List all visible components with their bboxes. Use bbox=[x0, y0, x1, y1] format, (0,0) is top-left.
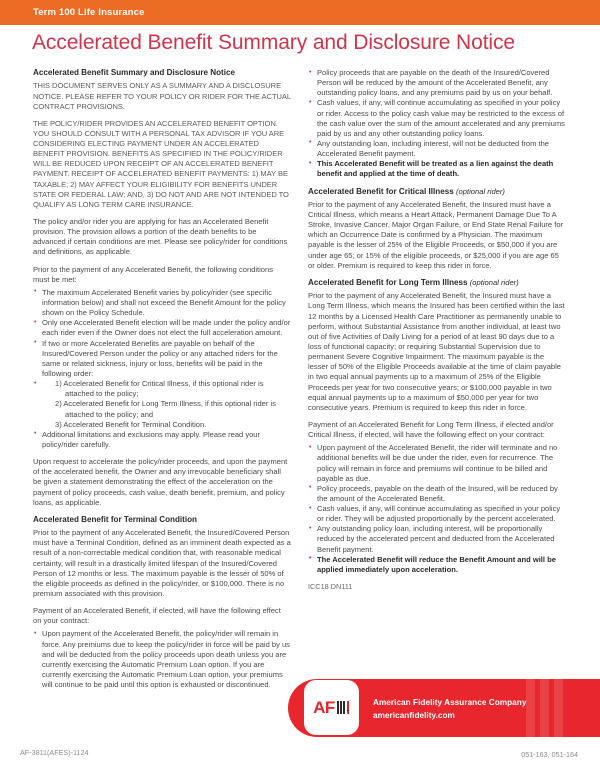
list-item: • Policy proceeds that are payable on the death of the Insured/Covered Person will be reduced by the amount of the Accelerated Benefit, any outstanding policy loans, and any premiums paid by us on your behalf. bbox=[308, 68, 566, 98]
section-heading-terminal-condition: Accelerated Benefit for Terminal Condition bbox=[33, 514, 197, 524]
rider-effect-intro-paragraph: Payment of an Accelerated Benefit for Long Term Illness, if elected and/or Critical Illness, if elected, will have the following effect on your contract: bbox=[308, 419, 554, 440]
left-column bbox=[33, 68, 291, 697]
disclosure-paragraph-1: THIS DOCUMENT SERVES ONLY AS A SUMMARY AND A DISCLOSURE NOTICE. PLEASE REFER TO YOUR POLICY OR RIDER FOR THE ACTUAL CONTRACT PROVISIONS. bbox=[33, 81, 291, 111]
list-item: • Any outstanding policy loan, including interest, will be proportionally reduced by the accelerated percent and deducted from the Accelerated Benefit payment. bbox=[308, 524, 566, 554]
logo-bars-icon bbox=[337, 699, 350, 717]
document-codes: 051-163, 051-164 bbox=[521, 750, 578, 759]
order-sublist-wrapper bbox=[33, 379, 291, 430]
list-item: • Cash values, if any, will continue accumulating as specified in your policy or rider. They will be adjusted proportionally by the percent accelerated. bbox=[308, 504, 566, 524]
list-item: • 1) Accelerated Benefit for Critical Illness, if this optional rider is attached to the policy; bbox=[55, 379, 264, 399]
list-item: • Any outstanding loan, including interest, will not be deducted from the Accelerated Benefit payment. bbox=[308, 139, 566, 159]
list-item: • Upon payment of the Accelerated Benefit, the rider will terminate and no additional benefits will be due under the rider, even for recurrence. The policy will remain in force and premiums will continue to be billed and payable as due. bbox=[308, 443, 566, 484]
form-number: AF-3811(AFES)-1124 bbox=[20, 748, 89, 757]
terminal-effect-intro-paragraph: Payment of an Accelerated Benefit, if elected, will have the following effect on your contract: bbox=[33, 606, 281, 626]
list-item: • Policy proceeds, payable on the death of the Insured, will be reduced by the amount of the Accelerated Benefit. bbox=[308, 484, 566, 504]
section-heading-long-term-illness-text: Accelerated Benefit for Long Term Illness bbox=[308, 277, 468, 287]
logo-af-text: AF bbox=[313, 698, 335, 717]
section-heading-summary: Accelerated Benefit Summary and Disclosure Notice bbox=[33, 68, 235, 77]
rider-form-code: ICC18 DN111 bbox=[308, 582, 353, 592]
american-fidelity-logo bbox=[304, 680, 359, 735]
product-eyebrow-label: Term 100 Life Insurance bbox=[33, 7, 145, 18]
terminal-effects-list bbox=[33, 629, 291, 690]
logo-mark bbox=[304, 680, 359, 735]
terminal-condition-paragraph: Prior to the payment of any Accelerated Benefit, the Insured/Covered Person must have a Terminal Condition, defined as an imminent death expected as a result of a non-correctable medical condition that, with reasonable medical certainty, will result in a drastically limited lifespan of the Insured/Covered Person of 12 months or less. The maximum payable is the lesser of 50% of the eligible proceeds as defined in the policy/rider, or $100,000. There is no premium associated with this provision. bbox=[33, 528, 291, 599]
payment-order-list bbox=[42, 379, 291, 430]
list-item: • If two or more Accelerated Benefits are payable on behalf of the Insured/Covered Person under the policy or any attached riders for the same or related sickness, injury or loss, benefits will be paid in the following order: bbox=[33, 339, 291, 380]
provision-paragraph: The policy and/or rider you are applying for has an Accelerated Benefit provision. The provision allows a portion of the death benefits to be advanced if certain conditions are met. Please see policy/rider for conditions and definitions, as applicable. bbox=[33, 217, 288, 257]
long-term-illness-paragraph: Prior to the payment of any Accelerated Benefit, the Insured must have a Long Term Illness, which means the Insured has been certified within the last 12 months by a Licensed Health Care Practitioner as permanently unable to perform, without Substantial Assistance from another individual, at least two out of five Activities of Daily Living for a period of at least 90 days due to a loss of functional capacity; or requiring Substantial Supervision due to permanent Severe Cognitive Impairment. The maximum payable is the lesser of 50% of the Eligible Proceeds available at the time of claim payable in two equal annual payments up to a maximum of 25% of the Eligible Proceeds per year for two consecutive years; or $100,000 payable in two equal annual payments up to a maximum of $50,000 per year for two consecutive years. Premium is required to keep this rider in force. bbox=[308, 291, 565, 412]
list-item: • This Accelerated Benefit will be treated as a lien against the death benefit and applied at the time of death. bbox=[308, 159, 566, 179]
company-website[interactable]: americanfidelity.com bbox=[373, 711, 455, 720]
long-term-illness-rider-note: (optional rider) bbox=[469, 277, 519, 287]
critical-illness-paragraph: Prior to the payment of any Accelerated Benefit, the Insured must have a Critical Illness, which means a Heart Attack, Permanent Damage Due To A Stroke, Invasive Cancer, Major Organ Failure, or End State Renal Failure for which an Occurrence Date is confirmed by a Physician. The maximum payable is the lesser of 25% of the Eligible Proceeds, or $50,000 if you are under age 65; or 15% of the eligible proceeds, or $25,000 if you are age 65 or older. Premium is required to keep this rider in force. bbox=[308, 199, 564, 270]
list-item: • Upon payment of the Accelerated Benefit, the policy/rider will remain in force. Any premiums due to keep the policy/rider in force will be paid by us and will be deducted from the policy proceeds upon death unless you are currently exercising the Automatic Premium Loan option. If you are currently exercising the Automatic Premium Loan option, your premiums will continue to be paid until this option is exhausted or discontinued. bbox=[33, 629, 291, 690]
list-item: • The Accelerated Benefit will reduce the Benefit Amount and will be applied immediately upon acceleration. bbox=[308, 555, 566, 575]
disclosure-paragraph-2: THE POLICY/RIDER PROVIDES AN ACCELERATED BENEFIT OPTION. YOU SHOULD CONSULT WITH A PERSONAL TAX ADVISOR IF YOU ARE CONSIDERING ELECTING PAYMENT UNDER AN ACCELERATED BENEFIT PROVISION. BENEFITS AS SPECIFIED IN THE POLICY/RIDER WILL BE REDUCED UPON RECEIPT OF AN ACCELERATED BENEFIT PAYMENT. RECEIPT OF ACCELERATED BENEFIT PAYMENTS: 1) MAY BE TAXABLE; 2) MAY AFFECT YOUR ELIGIBILITY FOR BENEFITS UNDER STATE OR FEDERAL LAW; AND, 3) DO NOT AND ARE NOT INTENDED TO QUALIFY AS LONG TERM CARE INSURANCE. bbox=[33, 118, 289, 209]
company-name: American Fidelity Assurance Company bbox=[373, 698, 527, 707]
list-item: • Only one Accelerated Benefit election will be made under the policy and/or each rider even if the Owner does not elect the full acceleration amount. bbox=[33, 318, 291, 338]
section-heading-long-term-illness bbox=[308, 278, 566, 288]
list-item: 2) Accelerated Benefit for Long Term Illness, if this optional rider is attached to the policy; and bbox=[55, 399, 276, 419]
list-item: • Additional limitations and exclusions may apply. Please read your policy/rider carefully. bbox=[33, 430, 291, 450]
header-bar bbox=[0, 0, 600, 25]
list-item: • Cash values, if any, will continue accumulating as specified in your policy or rider. Access to the policy cash value may be restricted to the excess of the cash value over the sum of the amount accelerated and any premiums paid by us and any other outstanding policy loans. bbox=[308, 98, 566, 139]
critical-illness-rider-note: (optional rider) bbox=[456, 186, 505, 196]
section-heading-critical-illness bbox=[308, 187, 566, 197]
conditions-list bbox=[33, 288, 291, 450]
conditions-intro-paragraph: Prior to the payment of any Accelerated Benefit, the following conditions must be met: bbox=[33, 264, 273, 284]
band-stripe-decoration bbox=[554, 679, 563, 737]
list-item: • The maximum Accelerated Benefit varies by policy/rider (see specific information below) and shall not exceed the Benefit Amount for the policy shown on the Policy Schedule. bbox=[33, 288, 291, 318]
list-item: 3) Accelerated Benefit for Terminal Condition. bbox=[55, 419, 207, 429]
page-title: Accelerated Benefit Summary and Disclosure Notice bbox=[32, 31, 515, 54]
rider-effects-list bbox=[308, 443, 566, 575]
section-heading-critical-illness-text: Accelerated Benefit for Critical Illness bbox=[308, 186, 454, 196]
right-column bbox=[308, 68, 566, 592]
terminal-effects-list-continued bbox=[308, 68, 566, 180]
statement-paragraph: Upon request to accelerate the policy/rider proceeds, and upon the payment of the accelerated benefit, the Owner and any irrevocable beneficiary shall be given a statement demonstrating the effect of the acceleration on the payment of policy proceeds, cash value, death benefit, premium, and policy loans, as applicable. bbox=[33, 457, 288, 507]
band-stripe-decoration bbox=[540, 679, 549, 737]
band-stripe-decoration bbox=[526, 679, 535, 737]
